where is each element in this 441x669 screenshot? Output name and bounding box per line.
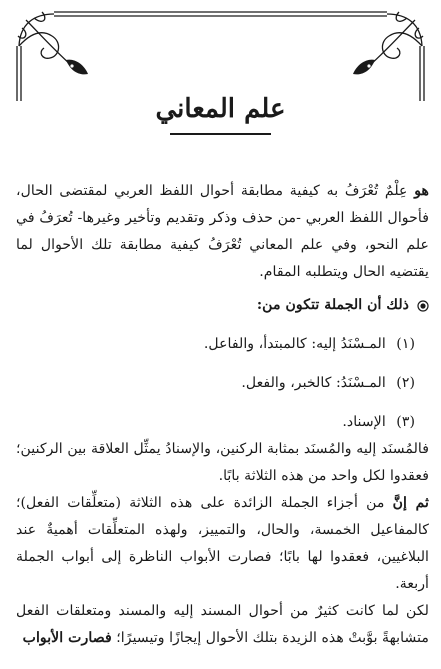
list-item xyxy=(16,409,429,436)
paragraph-text: فالمُسنَد إليه والمُسنَد بمثابة الركنين، والإسنادُ يمثِّل العلاقة بين الركنين؛ فعقدوا لكل واحد من هذه الثلاثة بابًا. xyxy=(16,441,429,484)
paragraph xyxy=(16,598,429,652)
list-text: الإسناد. xyxy=(342,414,386,430)
title-underline xyxy=(170,133,271,135)
paragraph xyxy=(16,490,429,598)
intro-paragraph xyxy=(16,178,429,286)
body-text xyxy=(16,178,429,652)
list-number: (٣) xyxy=(396,414,415,430)
page-title: علم المعاني xyxy=(155,94,286,124)
list-item xyxy=(16,370,429,397)
intro-lead: هو xyxy=(414,183,429,199)
paragraph-text: من أجزاء الجملة الزائدة على هذه الثلاثة (متعلِّقات الفعل)؛ كالمفاعيل الخمسة، والحال، والتمييز، ولهذه المتعلِّقات أهميةٌ عند البلاغيين، فعقدوا لها بابًا؛ فصارت الأبواب الناظرة إلى أبواب الجملة أربعة. xyxy=(16,495,429,592)
list-text: المـسْنَدُ: كالخبر، والفعل. xyxy=(241,375,386,391)
section-heading xyxy=(16,292,429,319)
sun-bullet-icon xyxy=(417,300,429,312)
list-item xyxy=(16,331,429,358)
paragraph xyxy=(16,436,429,490)
list-number: (١) xyxy=(396,336,415,352)
list-number: (٢) xyxy=(396,375,415,391)
decorative-frame-ornament-icon xyxy=(14,6,427,101)
paragraph-text: لكن لما كانت كثيرٌ من أحوال المسند إليه والمسند ومتعلقات الفعل متشابهةً بوَّبتْ هذه الزيدة بتلك الأحوال إيجازًا وتيسيرًا؛ xyxy=(16,603,429,646)
section-heading-text: ذلك أن الجملة تتكون من: xyxy=(256,297,409,313)
intro-text: عِلْمٌ تُعْرَفُ به كيفية مطابقة أحوال اللفظ العربي لمقتضى الحال، فأحوال اللفظ العربي -من حذف وذكر وتقديم وتأخير وغيرها- تُعرَفُ في علم النحو، وفي علم المعاني تُعْرَفُ كيفية مطابقة تلك الأحوال لما يقتضيه الحال ويتطلبه المقام. xyxy=(16,183,429,280)
paragraph-tail: فصارت الأبواب xyxy=(22,630,112,646)
paragraph-lead: ثم إنَّ xyxy=(392,495,429,511)
list-text: المـسْنَدُ إليه: كالمبتدأ، والفاعل. xyxy=(203,336,386,352)
